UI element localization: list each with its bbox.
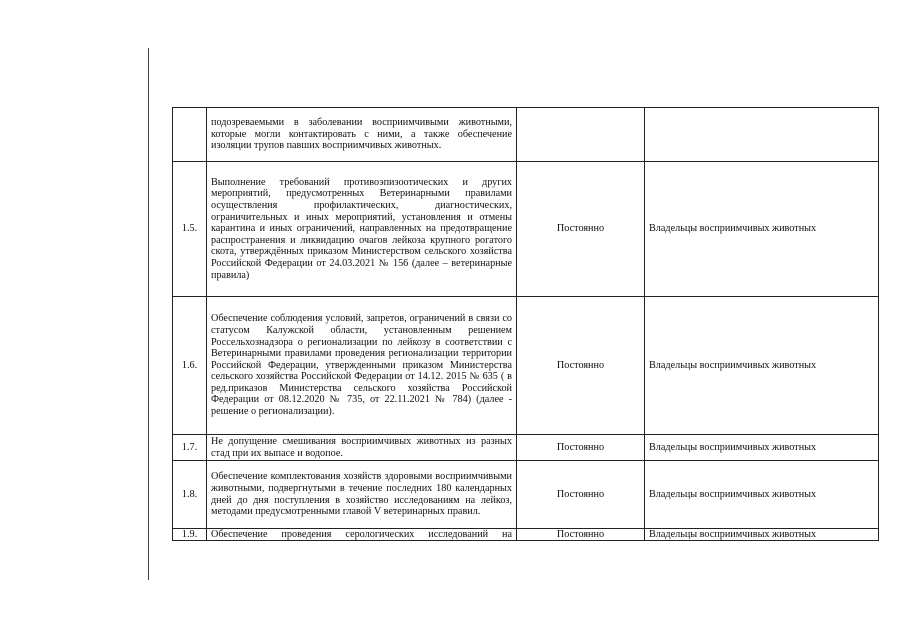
table-row — [173, 435, 879, 461]
row-term — [517, 108, 645, 162]
table-row — [173, 162, 879, 297]
row-responsible: Владельцы восприимчивых животных — [645, 435, 879, 461]
row-term: Постоянно — [517, 162, 645, 297]
row-responsible: Владельцы восприимчивых животных — [645, 162, 879, 297]
row-number: 1.5. — [173, 162, 207, 297]
row-responsible: Владельцы восприимчивых животных — [645, 297, 879, 435]
table-row — [173, 529, 879, 541]
row-term: Постоянно — [517, 435, 645, 461]
row-number: 1.8. — [173, 461, 207, 529]
table-row — [173, 461, 879, 529]
row-number: 1.6. — [173, 297, 207, 435]
row-responsible: Владельцы восприимчивых животных — [645, 529, 879, 541]
page-margin-line — [148, 48, 149, 580]
row-responsible — [645, 108, 879, 162]
row-description: Обеспечение комплектования хозяйств здоровыми восприимчивыми животными, подвергнутыми в течение последних 180 календарных дней до дня поступления в хозяйство исследованиям на лейкоз, методами предусмотренными главой V ветеринарных правил. — [207, 461, 517, 529]
measures-table — [172, 107, 879, 541]
row-number: 1.9. — [173, 529, 207, 541]
row-term: Постоянно — [517, 461, 645, 529]
row-number: 1.7. — [173, 435, 207, 461]
row-term: Постоянно — [517, 529, 645, 541]
table-row — [173, 297, 879, 435]
row-description: Обеспечение проведения серологических исследований на — [207, 529, 517, 541]
row-description: Обеспечение соблюдения условий, запретов, ограничений в связи со статусом Калужской области, установленным решением Россельхознадзора о регионализации по лейкозу в соответствии с Ветеринарными правилами проведения регионализации территории Российской Федерации, утвержденными приказом Министерства сельского хозяйства Российской Федерации от 14.12. 2015 № 635 ( в ред.приказов Министерства сельского хозяйства Российской Федерации от 08.12.2020 № 735, от 22.11.2021 № 784) (далее - решение о регионализации). — [207, 297, 517, 435]
row-description: подозреваемыми в заболевании восприимчивыми животными, которые могли контактировать с ними, а также обеспечение изоляции трупов павших восприимчивых животных. — [207, 108, 517, 162]
row-description: Не допущение смешивания восприимчивых животных из разных стад при их выпасе и водопое. — [207, 435, 517, 461]
row-number — [173, 108, 207, 162]
row-term: Постоянно — [517, 297, 645, 435]
row-responsible: Владельцы восприимчивых животных — [645, 461, 879, 529]
row-description: Выполнение требований противоэпизоотических и других мероприятий, предусмотренных Ветеринарными правилами осуществления профилактических, диагностических, ограничительных и иных мероприятий, установления и отмены карантина и иных ограничений, направленных на предотвращение распространения и ликвидацию очагов лейкоза крупного рогатого скота, утверждённых приказом Министерством сельского хозяйства Российской Федерации от 24.03.2021 № 156 (далее – ветеринарные правила) — [207, 162, 517, 297]
table-row — [173, 108, 879, 162]
